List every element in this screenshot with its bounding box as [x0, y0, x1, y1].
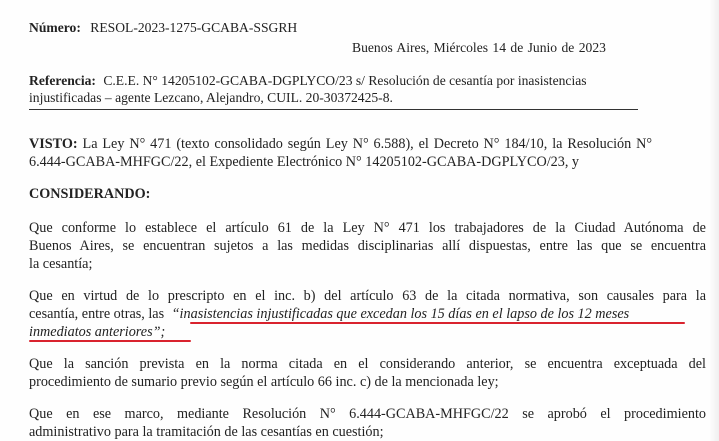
- p4-line-2: administrativo para la tramitación de las cesantías en cuestión;: [29, 424, 384, 440]
- visto-line-2: 6.444-GCABA-MHFGC/22, el Expediente Electrónico N° 14205102-GCABA-DGPLYCO/23, y: [29, 154, 580, 170]
- date-line: Buenos Aires, Miércoles 14 de Junio de 2023: [352, 40, 606, 55]
- header-divider: [29, 109, 638, 110]
- numero-row: [29, 19, 297, 36]
- referencia-line-2: injustificadas – agente Lezcano, Alejandro, CUIL. 20-30372425-8.: [29, 90, 393, 105]
- considerando-heading: CONSIDERANDO:: [29, 186, 151, 202]
- p4-line-1: Que en ese marco, mediante Resolución N° 6.444-GCABA-MHFGC/22 se aprobó el procedimiento: [29, 406, 706, 422]
- numero-label: Número:: [29, 20, 81, 35]
- p3-line-2: procedimiento de sumario previo según el artículo 66 inc. c) de la mencionada ley;: [29, 374, 499, 390]
- p2-quote-part-1: “inasistencias injustificadas que excedan los 15 días en el lapso de los 12 meses: [171, 306, 630, 322]
- p2-quote-part-2: inmediatos anteriores”;: [29, 324, 166, 340]
- referencia-label: Referencia:: [29, 73, 96, 88]
- p3-line-1: Que la sanción prevista en la norma citada en el considerando anterior, se encuentra exceptuada del: [29, 356, 706, 372]
- visto-line-1: [29, 135, 652, 153]
- page-edge-shadow: [709, 0, 719, 441]
- referencia-text-1: C.E.E. N° 14205102-GCABA-DGPLYCO/23 s/ Resolución de cesantía por inasistencias: [103, 73, 587, 88]
- quote-underline-1: [190, 322, 685, 324]
- visto-text-1: La Ley N° 471 (texto consolidado según Ley N° 6.588), el Decreto N° 184/10, la Resolución N°: [82, 136, 653, 152]
- p1-line-3: la cesantía;: [29, 256, 93, 272]
- referencia-line-1: [29, 72, 587, 89]
- p2-line-2-plain: cesantía, entre otras, las: [29, 306, 165, 322]
- quote-underline-2: [29, 340, 191, 342]
- p1-line-1: Que conforme lo establece el artículo 61 de la Ley N° 471 los trabajadores de la Ciudad Autónoma de: [29, 220, 706, 236]
- p2-line-1: Que en virtud de lo prescripto en el inc. b) del artículo 63 de la citada normativa, son causales para la: [29, 288, 706, 304]
- p2-line-2: [29, 305, 629, 323]
- p1-line-2: Buenos Aires, se encuentran sujetos a las medidas disciplinarias allí dispuestas, entre las que se encuentra: [29, 238, 706, 254]
- p2-line-3: [29, 323, 165, 341]
- numero-value: RESOL-2023-1275-GCABA-SSGRH: [90, 20, 298, 35]
- visto-label: VISTO:: [29, 136, 78, 152]
